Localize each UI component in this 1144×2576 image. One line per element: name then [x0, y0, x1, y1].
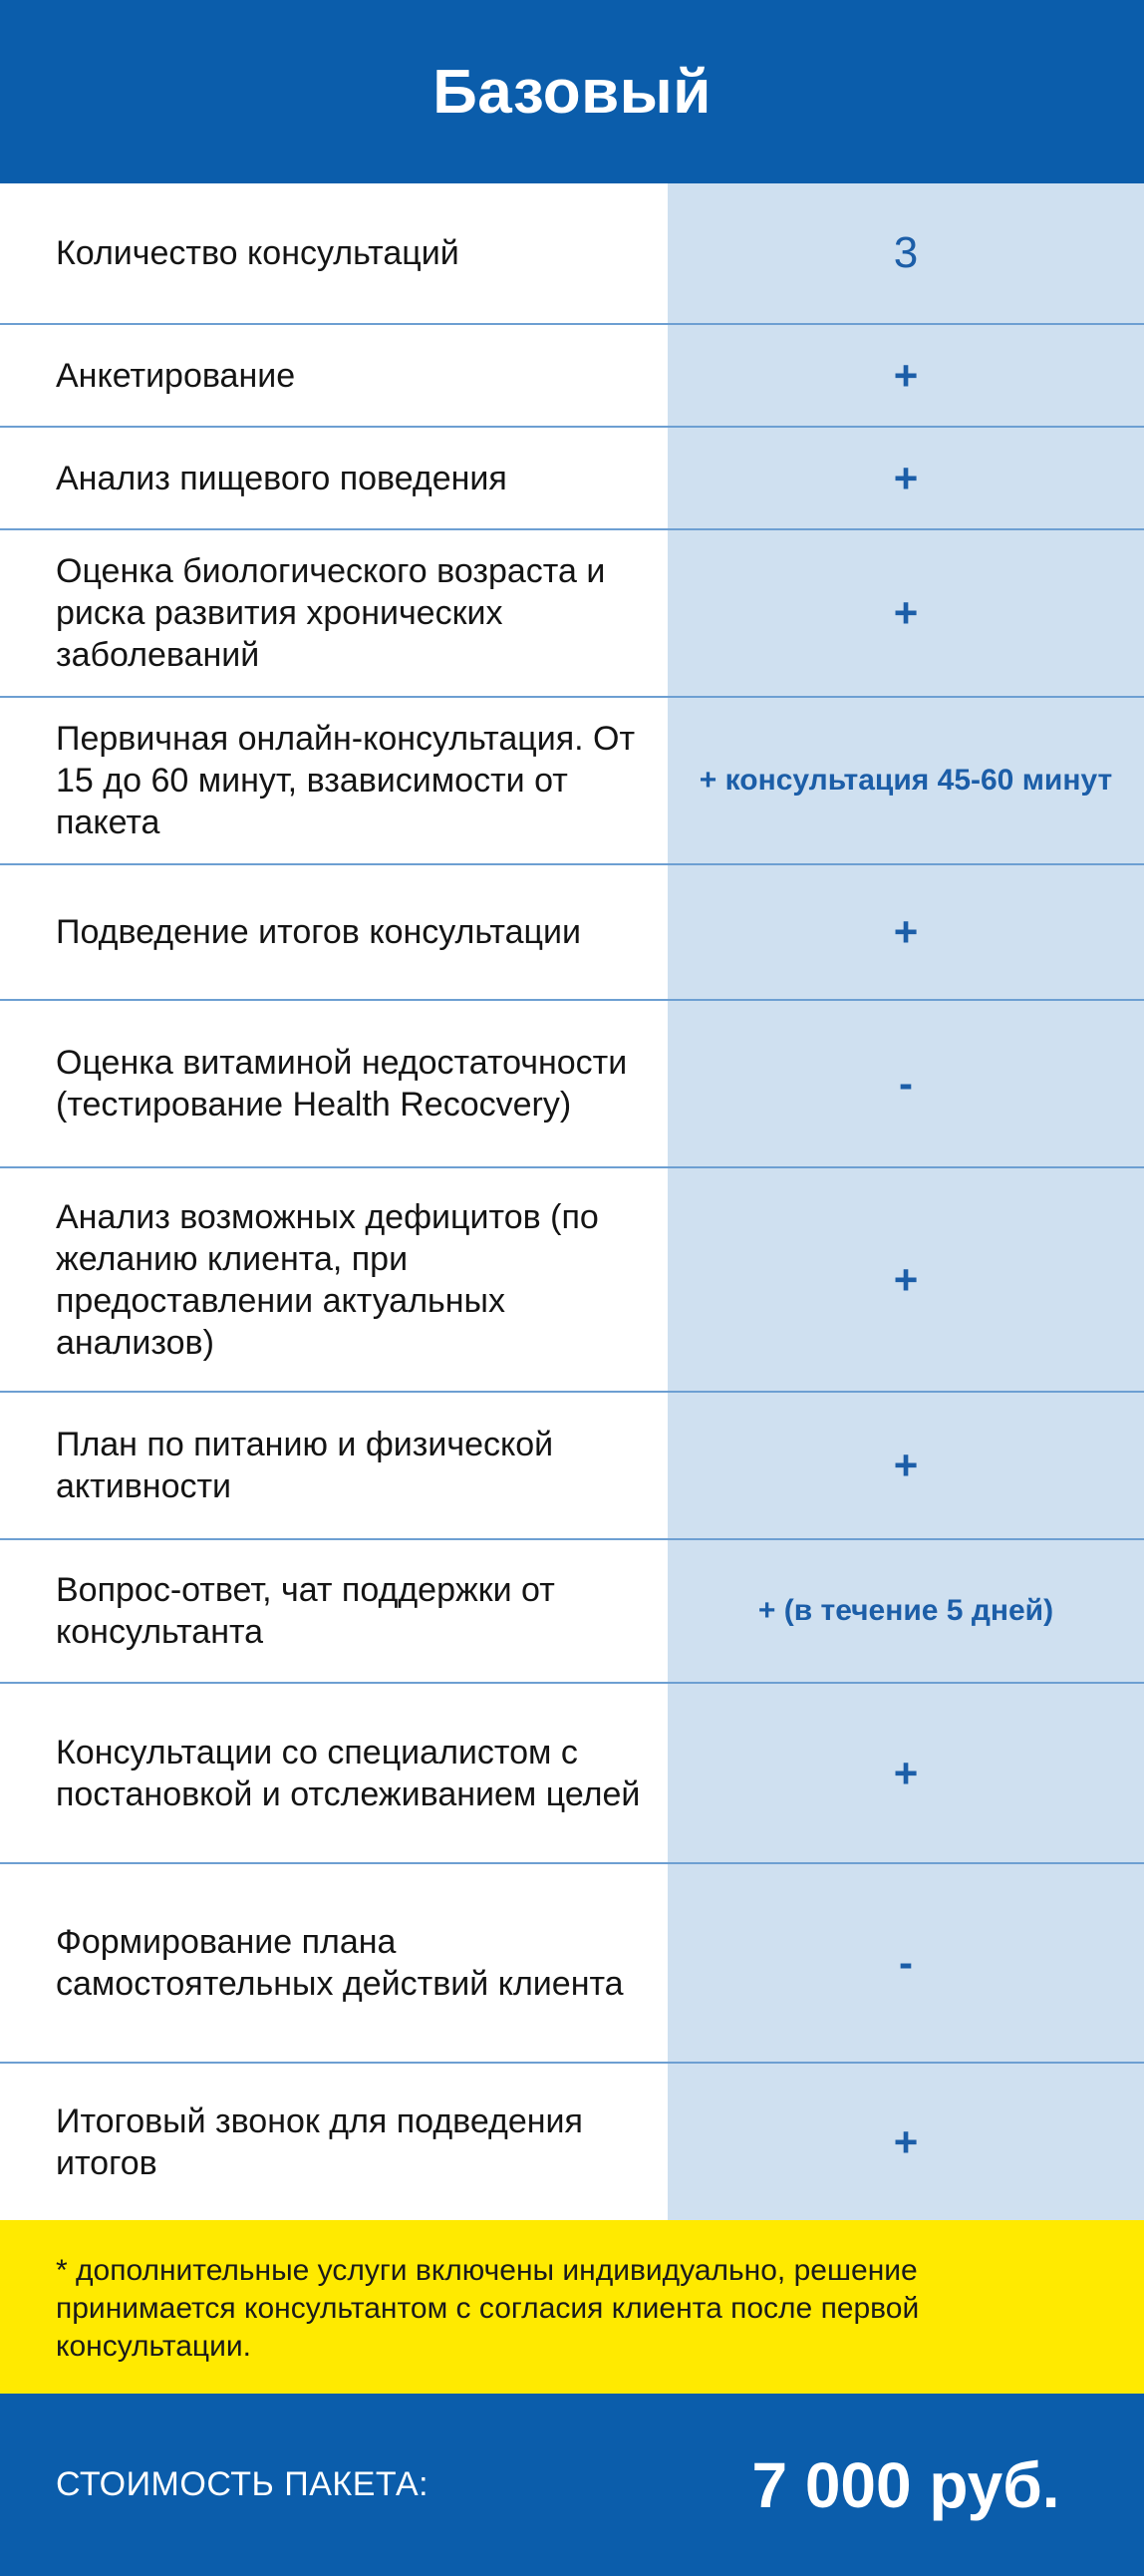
feature-value: + [668, 325, 1144, 426]
feature-label: Оценка биологического возраста и риска развития хронических заболеваний [0, 530, 668, 696]
feature-value: + [668, 1168, 1144, 1391]
feature-label: Подведение итогов консультации [0, 865, 668, 999]
price-value: 7 000 руб. [751, 2448, 1060, 2521]
feature-label: Формирование плана самостоятельных действий клиента [0, 1864, 668, 2062]
table-row [0, 1538, 1144, 1682]
table-row [0, 1862, 1144, 2062]
feature-value: + [668, 865, 1144, 999]
table-row [0, 1391, 1144, 1538]
header-bar [0, 0, 1144, 183]
feature-value: - [668, 1001, 1144, 1166]
feature-label: Анализ пищевого поведения [0, 428, 668, 528]
table-row [0, 528, 1144, 696]
table-row [0, 323, 1144, 426]
feature-label: Итоговый звонок для подведения итогов [0, 2064, 668, 2220]
feature-label: Анализ возможных дефицитов (по желанию клиента, при предоставлении актуальных анализов) [0, 1168, 668, 1391]
feature-value: + [668, 428, 1144, 528]
feature-value: - [668, 1864, 1144, 2062]
footnote [0, 2220, 1144, 2394]
table-row [0, 1166, 1144, 1391]
feature-value: + [668, 1393, 1144, 1538]
feature-label: Вопрос-ответ, чат поддержки от консультанта [0, 1540, 668, 1682]
table-row [0, 863, 1144, 999]
table-row [0, 2062, 1144, 2220]
feature-value: + [668, 2064, 1144, 2220]
table-row [0, 696, 1144, 863]
table-row [0, 1682, 1144, 1862]
feature-value: 3 [668, 183, 1144, 323]
footnote-text: * дополнительные услуги включены индивидуально, решение принимается консультантом с согласия клиента после первой консультации. [56, 2254, 920, 2363]
price-label: СТОИМОСТЬ ПАКЕТА: [56, 2465, 429, 2503]
table-row [0, 999, 1144, 1166]
feature-label: Анкетирование [0, 325, 668, 426]
feature-label: Первичная онлайн-консультация. От 15 до 60 минут, взависимости от пакета [0, 698, 668, 863]
feature-value: + консультация 45-60 минут [668, 698, 1144, 863]
price-bar [0, 2394, 1144, 2576]
feature-value: + [668, 1684, 1144, 1862]
features-table [0, 183, 1144, 2220]
table-row [0, 426, 1144, 528]
table-row [0, 183, 1144, 323]
feature-label: Консультации со специалистом с постановкой и отслеживанием целей [0, 1684, 668, 1862]
feature-label: Оценка витаминой недостаточности (тестирование Health Recocvery) [0, 1001, 668, 1166]
feature-value: + [668, 530, 1144, 696]
package-title: Базовый [432, 57, 712, 127]
feature-value: + (в течение 5 дней) [668, 1540, 1144, 1682]
feature-label: План по питанию и физической активности [0, 1393, 668, 1538]
feature-label: Количество консультаций [0, 183, 668, 323]
